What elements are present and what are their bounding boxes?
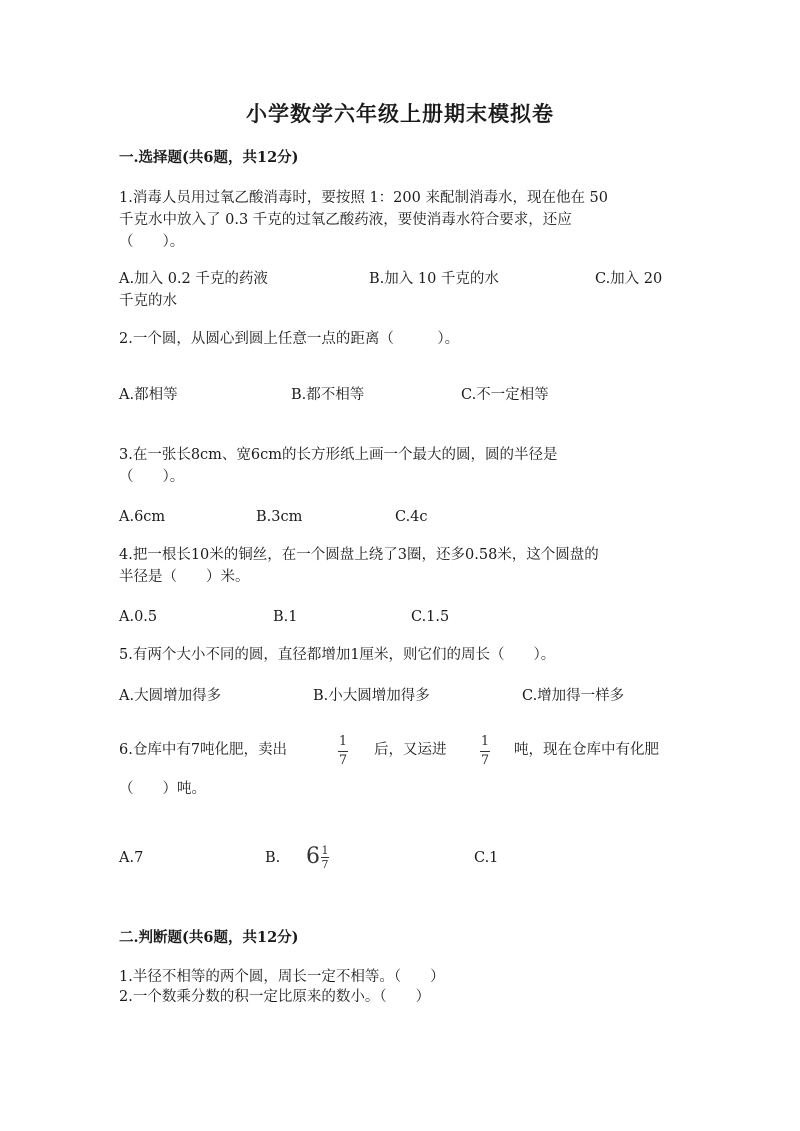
question-5-option-b: B.小大圆增加得多 (313, 688, 430, 704)
question-3-option-c: C.4c (395, 509, 428, 525)
question-6-stem-part-2: 后，又运进 (374, 742, 447, 758)
section-heading-choice: 一.选择题(共6题，共12分) (119, 149, 299, 166)
question-6-option-c: C.1 (474, 850, 499, 866)
question-3-option-a: A.6cm (119, 509, 166, 525)
question-6-line-2: （ ）吨。 (119, 781, 206, 797)
question-6-stem-part-3: 吨，现在仓库中有化肥 (514, 742, 659, 758)
fraction-denominator: 7 (321, 857, 329, 871)
question-1-line-2: 千克水中放入了 0.3 千克的过氧乙酸药液，要使消毒水符合要求，还应 (119, 212, 572, 228)
question-2-option-c: C.不一定相等 (461, 387, 549, 403)
fraction-numerator: 1 (321, 843, 329, 857)
page-title: 小学数学六年级上册期末模拟卷 (246, 101, 554, 126)
question-1-option-c-cont: 千克的水 (119, 293, 177, 309)
question-2-option-a: A.都相等 (119, 387, 178, 403)
question-4-option-b: B.1 (273, 609, 298, 625)
fraction-bar (338, 751, 348, 752)
question-1-line-3: （ ）。 (119, 234, 185, 250)
true-false-question-1: 1.半径不相等的两个圆，周长一定不相等。（ ） (119, 969, 445, 985)
fraction-numerator: 1 (480, 734, 490, 749)
fraction-bar (480, 751, 490, 752)
true-false-question-2: 2.一个数乘分数的积一定比原来的数小。（ ） (119, 989, 431, 1005)
question-1-option-b: B.加入 10 千克的水 (369, 271, 499, 287)
question-5-stem: 5.有两个大小不同的圆，直径都增加1厘米，则它们的周长（ ）。 (119, 647, 556, 663)
question-6-stem-part-1: 6.仓库中有7吨化肥，卖出 (119, 742, 288, 758)
question-1-line-1: 1.消毒人员用过氧乙酸消毒时，要按照 1：200 来配制消毒水，现在他在 50 (119, 190, 609, 206)
mixed-number-fraction (321, 845, 329, 870)
question-3-line-1: 3.在一张长8cm、宽6cm的长方形纸上画一个最大的圆，圆的半径是 (119, 447, 558, 463)
question-1-option-c: C.加入 20 (595, 271, 663, 287)
question-2-stem: 2.一个圆，从圆心到圆上任意一点的距离（ ）。 (119, 331, 460, 347)
question-6-option-a: A.7 (119, 850, 144, 866)
question-3-line-2: （ ）。 (119, 469, 185, 485)
question-4-line-1: 4.把一根长10米的铜丝，在一个圆盘上绕了3圈，还多0.58米，这个圆盘的 (119, 547, 599, 563)
fraction-one-seventh (338, 735, 348, 768)
question-2-option-b: B.都不相等 (291, 387, 365, 403)
fraction-denominator: 7 (338, 753, 348, 768)
section-heading-true-false: 二.判断题(共6题，共12分) (119, 929, 299, 946)
question-5-option-c: C.增加得一样多 (522, 688, 625, 704)
question-4-line-2: 半径是（ ）米。 (119, 569, 250, 585)
fraction-denominator: 7 (480, 753, 490, 768)
question-5-option-a: A.大圆增加得多 (119, 688, 222, 704)
fraction-one-seventh-second (480, 735, 490, 768)
question-1-option-a: A.加入 0.2 千克的药液 (119, 271, 268, 287)
question-4-option-a: A.0.5 (119, 609, 158, 625)
question-3-option-b: B.3cm (256, 509, 303, 525)
mixed-number-six-and-one-seventh (306, 843, 329, 871)
question-6-option-b: B. (265, 850, 281, 866)
question-4-option-c: C.1.5 (411, 609, 450, 625)
mixed-number-whole: 6 (306, 844, 320, 869)
fraction-numerator: 1 (338, 734, 348, 749)
